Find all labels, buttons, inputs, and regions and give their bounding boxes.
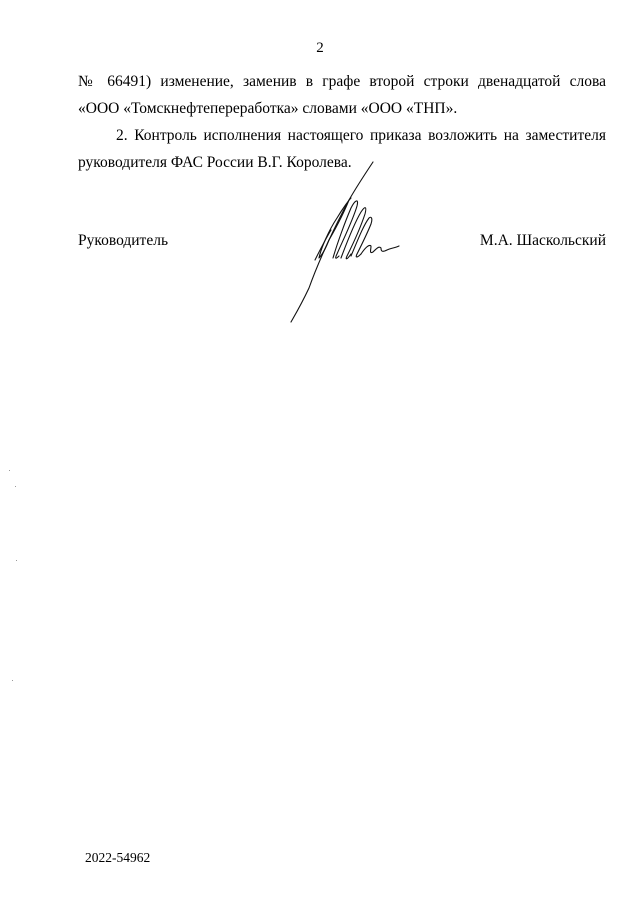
paragraph-1-line-1: № 66491) изменение, заменив в графе второй строки двенадцатой слова [78, 73, 606, 90]
signatory-position: Руководитель [78, 232, 169, 249]
paragraph-1 [78, 68, 606, 122]
paragraph-1-line-2: «ООО «Томскнефтепереработка» словами «ООО «ТНП». [78, 100, 458, 117]
paragraph-2-line-1: 2. Контроль исполнения настоящего приказа возложить на заместителя [116, 127, 606, 144]
handwritten-signature [285, 160, 405, 325]
scan-speck [15, 486, 16, 487]
signatory-name: М.А. Шаскольский [479, 232, 606, 249]
scan-speck [16, 560, 17, 561]
scan-speck [12, 680, 13, 681]
paragraph-2-line-2: руководителя ФАС России В.Г. Королева. [78, 154, 352, 171]
page-number: 2 [316, 40, 324, 56]
scan-speck [9, 470, 10, 471]
document-code: 2022-54962 [85, 850, 151, 865]
